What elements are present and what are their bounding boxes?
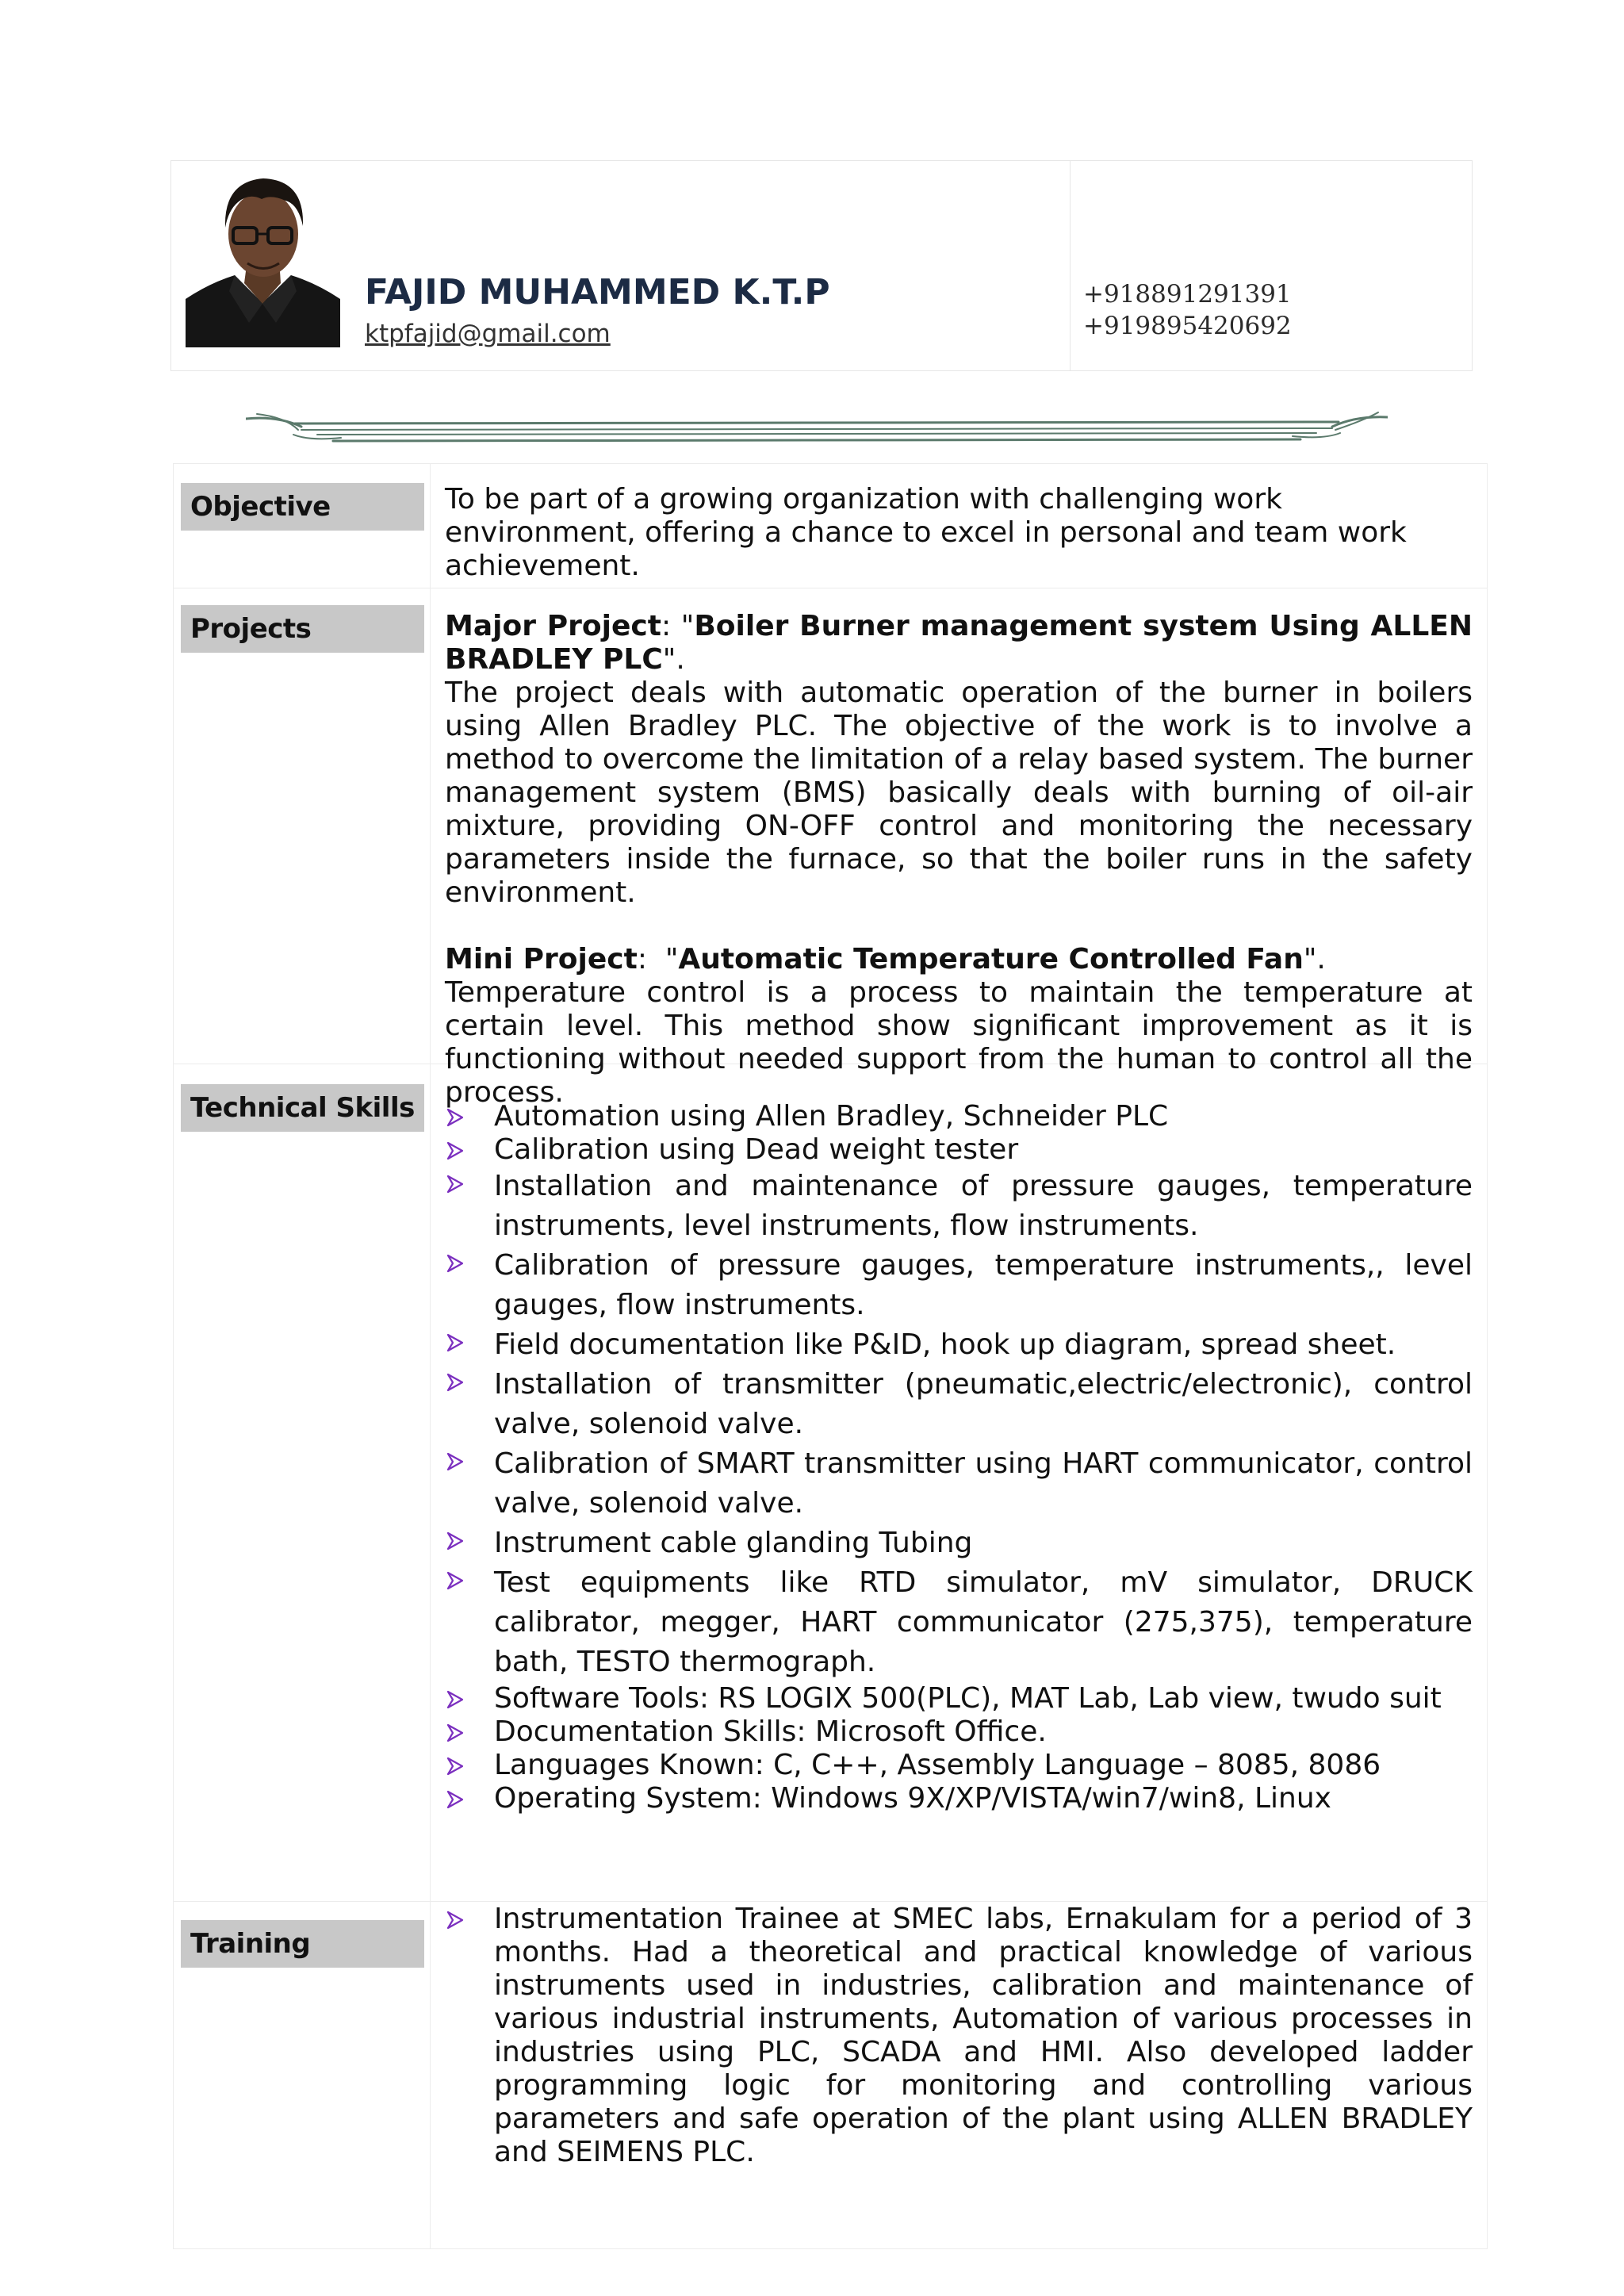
- objective-text: To be part of a growing organization with challenging work environment, offering a chance to excel in personal and team work achievement.: [445, 483, 1407, 582]
- list-item-text: Documentation Skills: Microsoft Office.: [494, 1715, 1047, 1748]
- arrowhead-bullet-icon: [445, 1749, 467, 1782]
- technical-skills-list: [445, 1100, 1473, 1815]
- arrowhead-bullet-icon: [445, 1524, 467, 1557]
- list-item-text: Instrument cable glanding Tubing: [494, 1527, 973, 1559]
- major-project-prefix: Major Project: [445, 610, 661, 642]
- candidate-name: FAJID MUHAMMED K.T.P: [365, 272, 830, 312]
- arrowhead-bullet-icon: [445, 1133, 467, 1167]
- list-item: [445, 1444, 1473, 1524]
- list-item: [445, 1682, 1473, 1715]
- phone-numbers: [1083, 278, 1292, 342]
- list-item: [445, 1100, 1473, 1133]
- profile-photo: [186, 164, 340, 347]
- column-divider: [430, 464, 431, 2248]
- arrowhead-bullet-icon: [445, 1444, 467, 1478]
- major-project-heading: Major Project: "Boiler Burner management system Using ALLEN BRADLEY PLC".: [445, 610, 1473, 676]
- list-item-text: Installation of transmitter (pneumatic,electric/electronic), control valve, solenoid valve.: [494, 1368, 1473, 1440]
- header-box: [170, 160, 1473, 371]
- list-item-text: Installation and maintenance of pressure gauges, temperature instruments, level instruments, flow instruments.: [494, 1170, 1473, 1242]
- list-item-text: Languages Known: C, C++, Assembly Language – 8085, 8086: [494, 1749, 1381, 1781]
- list-item-text: Operating System: Windows 9X/XP/VISTA/win7/win8, Linux: [494, 1782, 1331, 1815]
- mini-project-heading: Mini Project: "Automatic Temperature Controlled Fan".: [445, 943, 1326, 976]
- list-item-text: Field documentation like P&ID, hook up diagram, spread sheet.: [494, 1328, 1396, 1361]
- arrowhead-bullet-icon: [445, 1167, 467, 1200]
- list-item-text: Test equipments like RTD simulator, mV simulator, DRUCK calibrator, megger, HART communicator (275,375), temperature bath, TESTO thermograph.: [494, 1566, 1473, 1678]
- list-item-text: Automation using Allen Bradley, Schneider PLC: [494, 1100, 1169, 1133]
- profile-photo-icon: [186, 164, 340, 347]
- training-label: Training: [181, 1920, 424, 1968]
- arrowhead-bullet-icon: [445, 1325, 467, 1359]
- arrowhead-bullet-icon: [445, 1246, 467, 1279]
- list-item-text: Calibration of SMART transmitter using HART communicator, control valve, solenoid valve.: [494, 1447, 1473, 1520]
- list-item: [445, 1749, 1473, 1782]
- mini-project-prefix: Mini Project: [445, 943, 638, 976]
- mini-project-description: Temperature control is a process to maintain the temperature at certain level. This method show significant improvement as it is functioning without needed support from the human to control all the process.: [445, 976, 1473, 1109]
- objective-label: Objective: [181, 483, 424, 531]
- header-divider: [1070, 161, 1071, 370]
- list-item: [445, 1325, 1473, 1365]
- list-item-text: Software Tools: RS LOGIX 500(PLC), MAT Lab, Lab view, twudo suit: [494, 1682, 1442, 1715]
- mini-project-title: Automatic Temperature Controlled Fan: [678, 943, 1304, 976]
- row-divider: [174, 1901, 1487, 1902]
- projects-content: [445, 610, 1473, 1110]
- phone-number-secondary: +919895420692: [1083, 312, 1292, 340]
- list-item: [445, 1167, 1473, 1246]
- arrowhead-bullet-icon: [445, 1903, 467, 1936]
- arrowhead-bullet-icon: [445, 1563, 467, 1596]
- list-item-text: Calibration of pressure gauges, temperature instruments,, level gauges, flow instruments.: [494, 1249, 1473, 1321]
- decorative-divider: [246, 409, 1388, 446]
- arrowhead-bullet-icon: [445, 1365, 467, 1398]
- list-item: [445, 1563, 1473, 1682]
- phone-number-primary: +918891291391: [1083, 280, 1292, 309]
- technical-skills-content: [445, 1100, 1473, 1815]
- arrowhead-bullet-icon: [445, 1782, 467, 1815]
- arrowhead-bullet-icon: [445, 1100, 467, 1133]
- training-list: [445, 1903, 1473, 2169]
- list-item: [445, 1524, 1473, 1563]
- list-item-text: Instrumentation Trainee at SMEC labs, Ernakulam for a period of 3 months. Had a theoretical and practical knowledge of various instruments used in industries, calibration and maintenance of various industrial instruments, Automation of various processes in industries using PLC, SCADA and HMI. Also developed ladder programming logic for monitoring and controlling various parameters and safe operation of the plant using ALLEN BRADLEY and SEIMENS PLC.: [494, 1903, 1473, 2168]
- list-item: [445, 1365, 1473, 1444]
- projects-label: Projects: [181, 605, 424, 653]
- list-item: [445, 1782, 1473, 1815]
- list-item: [445, 1133, 1473, 1167]
- list-item: [445, 1246, 1473, 1325]
- resume-table: [173, 463, 1488, 2249]
- major-project-description: The project deals with automatic operation of the burner in boilers using Allen Bradley PLC. The objective of the work is to involve a method to overcome the limitation of a relay based system. The burner management system (BMS) basically deals with burning of oil-air mixture, providing ON-OFF control and monitoring the necessary parameters inside the furnace, so that the boiler runs in the safety environment.: [445, 677, 1473, 909]
- list-item: [445, 1715, 1473, 1749]
- arrowhead-bullet-icon: [445, 1715, 467, 1749]
- list-item: [445, 1903, 1473, 2169]
- email-link[interactable]: ktpfajid@gmail.com: [365, 320, 611, 348]
- training-content: [445, 1903, 1473, 2169]
- arrowhead-bullet-icon: [445, 1682, 467, 1715]
- technical-skills-label: Technical Skills: [181, 1084, 424, 1132]
- list-item-text: Calibration using Dead weight tester: [494, 1133, 1019, 1166]
- major-project-title: Boiler Burner management system Using ALLEN BRADLEY PLC: [445, 610, 1473, 676]
